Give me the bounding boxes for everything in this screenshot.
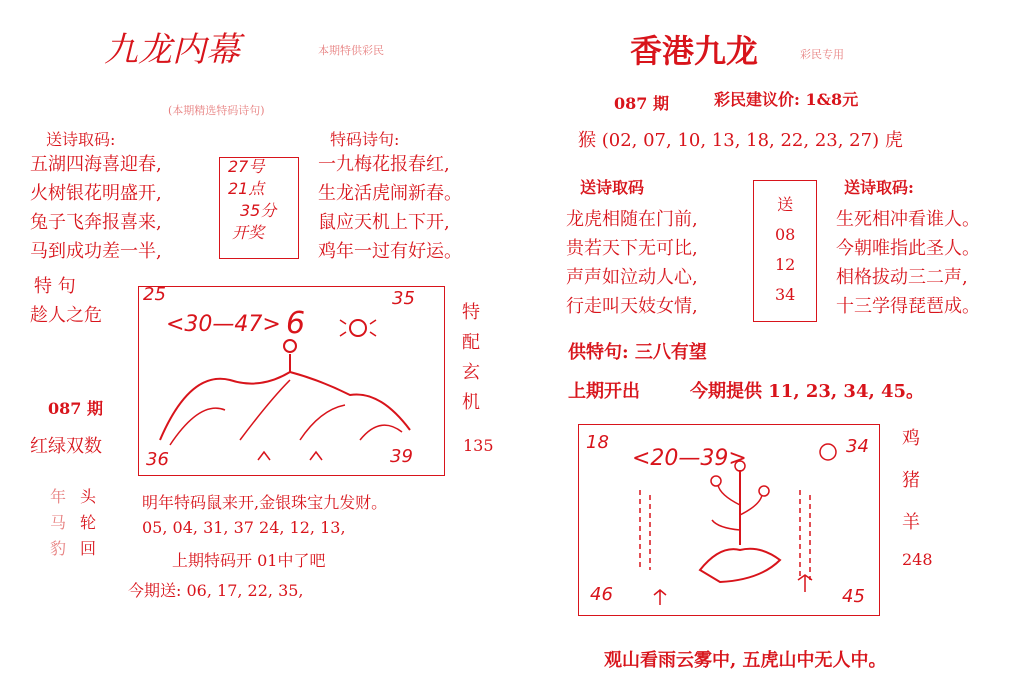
right-poem-right <box>836 205 980 321</box>
left-poem-header-left: 送诗取码: <box>46 130 116 149</box>
poem-line: 兔子飞奔报喜来, <box>30 212 162 233</box>
last-result: 上期特码开 01中了吧 <box>172 551 326 570</box>
right-poem-header-left: 送诗取码 <box>580 178 645 197</box>
left-issue: 087 期 <box>48 399 103 418</box>
box-corner-tl: 25 <box>143 284 166 305</box>
left-title-tag: 本期特供彩民 <box>318 44 384 57</box>
box-corner-br: 45 <box>842 586 865 607</box>
side-label: 回 <box>80 539 97 558</box>
plant-drawing <box>600 450 860 600</box>
poem-line: 声声如泣动人心, <box>566 267 698 288</box>
box-corner-tr: 34 <box>846 436 869 457</box>
left-poem-left <box>30 150 162 266</box>
zodiac-char: 猪 <box>902 470 920 491</box>
send-box-title: 送 <box>777 195 794 214</box>
zodiac-number: 248 <box>902 550 933 569</box>
side-labels-2 <box>80 484 96 562</box>
poem-line: 今朝唯指此圣人。 <box>836 238 980 259</box>
poem-line: 鼠应天机上下开, <box>318 212 450 233</box>
mountain-drawing <box>140 320 440 470</box>
side-label: 马 <box>50 513 67 532</box>
poem-line: 五湖四海喜迎春, <box>30 154 162 175</box>
poem-line: 相格拔动三二声, <box>836 267 968 288</box>
poem-line: 鸡年一过有好运。 <box>318 241 462 262</box>
last-label: 上期开出 <box>568 381 640 402</box>
side-label: 年 <box>50 487 67 506</box>
box-corner-bl: 36 <box>146 449 169 470</box>
poem-line: 贵若天下无可比, <box>566 238 698 259</box>
left-poem-header-right: 特码诗句: <box>330 130 400 149</box>
poem-line: 马到成功差一半, <box>30 241 162 262</box>
hint-char: 特 <box>462 302 480 323</box>
hint-char: 配 <box>462 332 480 353</box>
numbers-line: 05, 04, 31, 37 24, 12, 13, <box>142 518 346 537</box>
next-year-line: 明年特码鼠来开,金银珠宝九发财。 <box>142 493 388 512</box>
left-sub-note: (本期精选特码诗句) <box>168 104 265 117</box>
draw-time-line: 35分 <box>240 201 277 220</box>
send-number: 12 <box>775 255 796 274</box>
box-range: <20—39> <box>632 446 747 471</box>
draw-time-line: 21点 <box>228 179 265 198</box>
vertical-hint <box>462 298 480 418</box>
zodiac-char: 羊 <box>902 512 920 533</box>
poem-line: 火树银花明盛开, <box>30 183 162 204</box>
poem-line: 龙虎相随在门前, <box>566 209 698 230</box>
box-corner-tl: 18 <box>586 432 609 453</box>
poem-line: 生死相冲看谁人。 <box>836 209 980 230</box>
box-corner-bl: 46 <box>590 584 613 605</box>
zodiac-char: 鸡 <box>902 428 920 449</box>
send-box-content <box>775 190 795 310</box>
poem-line: 生龙活虎闹新春。 <box>318 183 462 204</box>
right-title-tag: 彩民专用 <box>800 48 844 61</box>
poem-line: 行走叫天妓女情, <box>566 296 698 317</box>
draw-time-line: 开奖 <box>232 223 265 242</box>
hint-char: 玄 <box>462 362 480 383</box>
left-poem-right <box>318 150 462 266</box>
draw-time <box>228 156 276 244</box>
right-title: 香港九龙 <box>630 32 759 70</box>
side-label: 轮 <box>80 513 97 532</box>
send-number: 08 <box>775 225 796 244</box>
poem-line: 十三学得琵琶成。 <box>836 296 980 317</box>
box-corner-br: 39 <box>390 446 413 467</box>
right-issue: 087 期 <box>614 94 669 113</box>
today-send: 今期送: 06, 17, 22, 35, <box>128 581 304 600</box>
left-title: 九龙内幕 <box>104 30 240 70</box>
special-phrase-label: 特 句 <box>34 276 76 297</box>
side-label: 头 <box>80 487 97 506</box>
monkey-tiger-line: 猴 (02, 07, 10, 13, 18, 22, 23, 27) 虎 <box>578 130 903 151</box>
right-poem-left <box>566 205 698 321</box>
right-poem-header-right: 送诗取码: <box>844 178 914 197</box>
side-labels <box>50 484 66 562</box>
box-corner-tr: 35 <box>392 288 415 309</box>
send-number: 34 <box>775 285 796 304</box>
special-phrase: 趁人之危 <box>30 305 102 326</box>
color-tip: 红绿双数 <box>30 436 102 457</box>
poem-line: 一九梅花报春红, <box>318 154 450 175</box>
vertical-zodiac <box>902 418 920 544</box>
box-range: <30—47> <box>166 312 281 337</box>
hint-char: 机 <box>462 392 480 413</box>
right-special-phrase: 供特句: 三八有望 <box>568 342 707 363</box>
today-offer: 今期提供 11, 23, 34, 45。 <box>690 381 925 402</box>
price: 彩民建议价: 1&8元 <box>714 90 859 109</box>
side-label: 豹 <box>50 539 67 558</box>
right-footer: 观山看雨云雾中, 五虎山中无人中。 <box>604 650 887 671</box>
hint-number: 135 <box>463 436 494 455</box>
draw-time-line: 27号 <box>228 157 265 176</box>
box-digit: 6 <box>286 306 306 341</box>
